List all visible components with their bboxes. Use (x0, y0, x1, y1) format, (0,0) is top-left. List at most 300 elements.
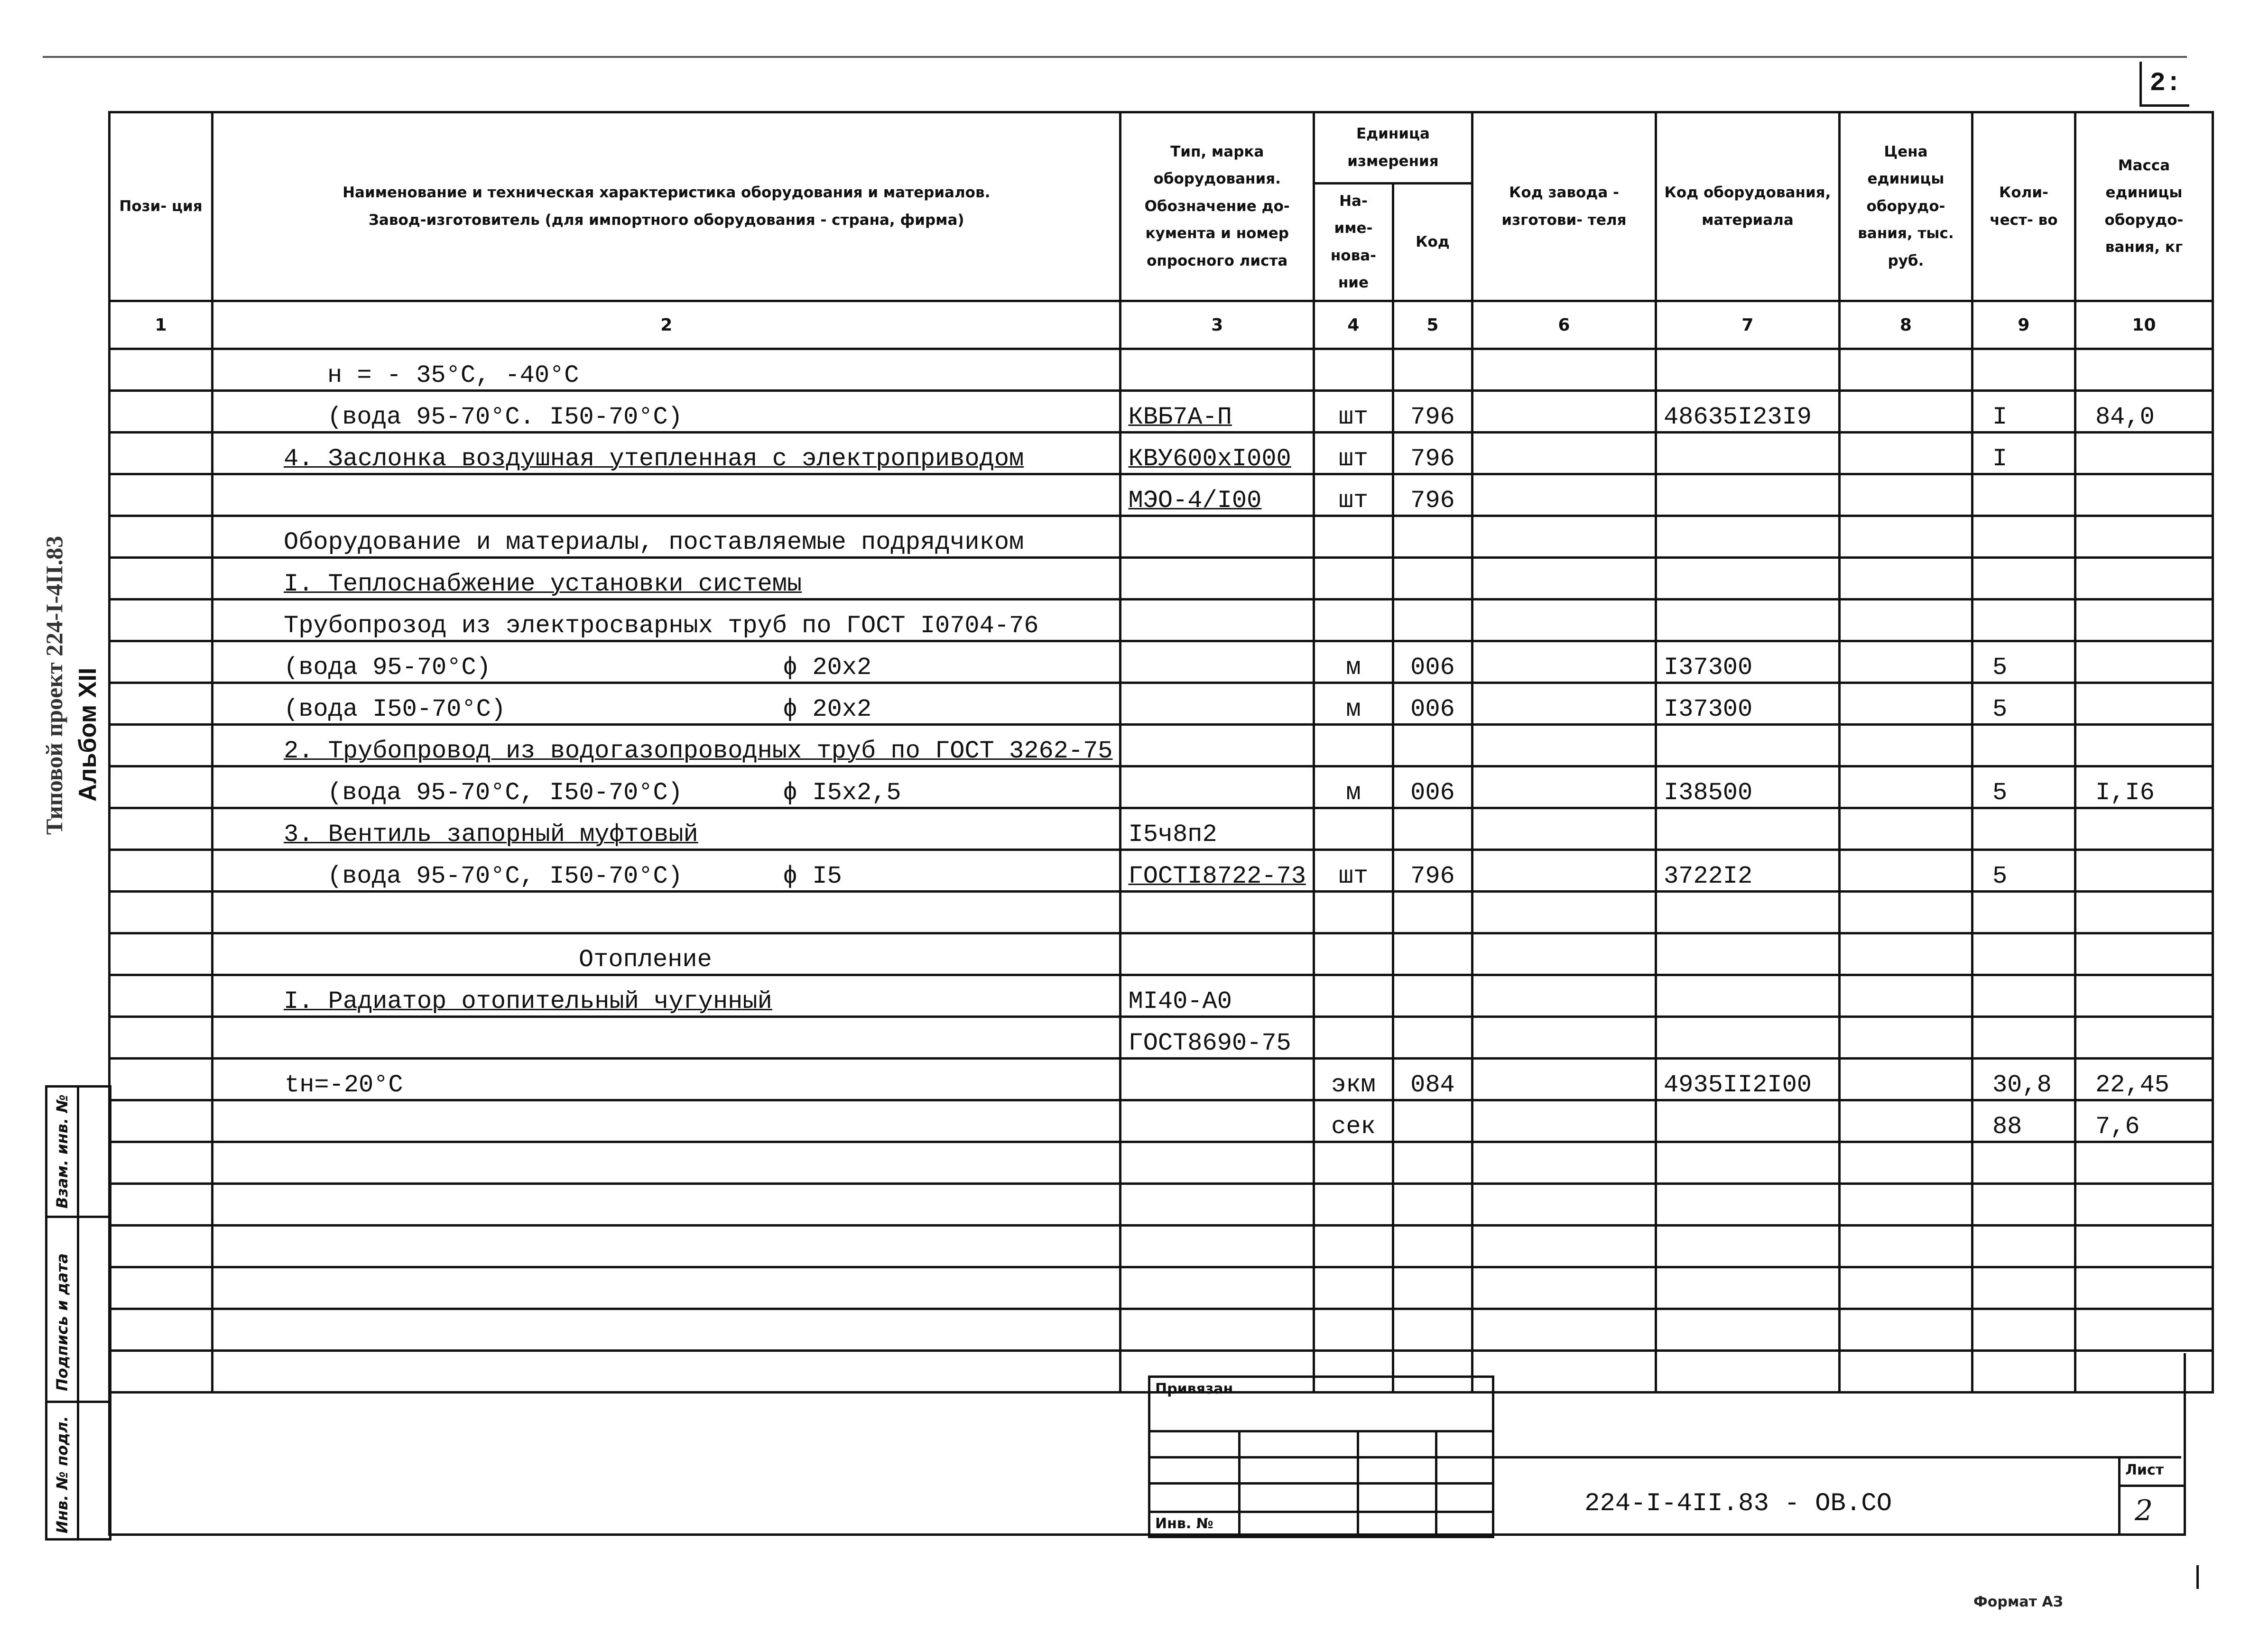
row-empty-cell (1656, 1142, 1839, 1184)
row-code (1393, 808, 1472, 850)
row-empty-cell (1839, 975, 1972, 1017)
row-empty-cell (213, 1226, 1120, 1267)
header-type: Тип, марка оборудования. Обозначение до- кумента и номер опросного листа (1120, 112, 1314, 301)
column-number: 10 (2075, 301, 2213, 349)
row-qty: 30,8 (1972, 1059, 2075, 1100)
table-row (110, 600, 2213, 641)
row-empty-cell (1472, 933, 1656, 975)
row-mass (2075, 850, 2213, 892)
row-equip-code: I37300 (1656, 683, 1839, 725)
row-empty-cell (110, 391, 213, 433)
row-empty-cell (1472, 641, 1656, 683)
stamp-line (1150, 1482, 1492, 1485)
row-empty-cell (1120, 1309, 1314, 1351)
row-empty-cell (1472, 349, 1656, 391)
row-name (213, 641, 1120, 683)
row-type (1120, 683, 1314, 725)
row-mass (2075, 808, 2213, 850)
row-type (1120, 766, 1314, 808)
row-empty-cell (1839, 1226, 1972, 1267)
row-qty: 5 (1972, 850, 2075, 892)
project-label: Типовой проект 224-I-4II.83 (41, 535, 67, 835)
row-empty-cell (1472, 975, 1656, 1017)
row-empty-cell (1839, 391, 1972, 433)
row-name (213, 1017, 1120, 1059)
row-name (213, 975, 1120, 1017)
row-code (1393, 1100, 1472, 1142)
row-type (1120, 892, 1314, 933)
header-unit-group: Единица измерения (1314, 112, 1472, 184)
row-empty-cell (1393, 1184, 1472, 1226)
row-empty-cell (1472, 516, 1656, 558)
row-code (1393, 933, 1472, 975)
row-mass (2075, 725, 2213, 766)
margin-tick (2196, 1565, 2199, 1589)
row-name (213, 600, 1120, 641)
row-name (213, 558, 1120, 600)
row-name (213, 1059, 1120, 1100)
stamp-line (1150, 1511, 1492, 1513)
row-mass (2075, 349, 2213, 391)
row-empty-cell (1839, 683, 1972, 725)
row-qty (1972, 600, 2075, 641)
row-name-text: (вода 95-70°С, I50-70°С) (327, 862, 683, 890)
sheet-label: Лист (2125, 1462, 2164, 1478)
row-type: ГОСТ8690-75 (1120, 1017, 1314, 1059)
row-unit (1314, 558, 1393, 600)
row-unit (1314, 600, 1393, 641)
column-number: 9 (1972, 301, 2075, 349)
row-qty (1972, 474, 2075, 516)
row-empty-cell (213, 1267, 1120, 1309)
row-empty-cell (1472, 474, 1656, 516)
row-empty-cell (110, 349, 213, 391)
row-empty-cell (1472, 433, 1656, 474)
row-name (213, 933, 1120, 975)
table-row (110, 391, 2213, 433)
row-unit: м (1314, 641, 1393, 683)
column-number: 6 (1472, 301, 1656, 349)
row-empty-cell (110, 558, 213, 600)
column-number: 2 (213, 301, 1120, 349)
header-mass: Масса единицы оборудо- вания, кг (2075, 112, 2213, 301)
row-empty-cell (110, 1309, 213, 1351)
row-code (1393, 892, 1472, 933)
row-qty: I (1972, 391, 2075, 433)
row-code: 084 (1393, 1059, 1472, 1100)
row-type: МЭО-4/I00 (1120, 474, 1314, 516)
row-empty-cell (1839, 1267, 1972, 1309)
table-row (110, 808, 2213, 850)
stamp-divider (1435, 1430, 1437, 1536)
row-code: 796 (1393, 474, 1472, 516)
row-unit: м (1314, 683, 1393, 725)
row-code: 006 (1393, 766, 1472, 808)
row-unit: сек (1314, 1100, 1393, 1142)
row-name-text: (вода I50-70°С) (284, 695, 506, 723)
column-number: 3 (1120, 301, 1314, 349)
row-equip-code (1656, 808, 1839, 850)
column-number: 7 (1656, 301, 1839, 349)
table-row-empty (110, 1309, 2213, 1351)
row-unit: м (1314, 766, 1393, 808)
table-row-empty (110, 1184, 2213, 1226)
row-name (213, 516, 1120, 558)
table-row (110, 474, 2213, 516)
strip-line (47, 1216, 109, 1218)
stamp-divider (1357, 1430, 1359, 1536)
row-name-text: (вода 95-70°С, I50-70°С) (327, 779, 683, 807)
row-equip-code: 48635I23I9 (1656, 391, 1839, 433)
header-price: Цена единицы оборудо- вания, тыс. руб. (1839, 112, 1972, 301)
row-empty-cell (110, 892, 213, 933)
row-unit (1314, 1017, 1393, 1059)
table-row (110, 1100, 2213, 1142)
row-empty-cell (1839, 1142, 1972, 1184)
row-empty-cell (110, 1226, 213, 1267)
row-empty-cell (213, 1142, 1120, 1184)
row-empty-cell (1393, 1309, 1472, 1351)
row-empty-cell (1839, 1184, 1972, 1226)
table-row (110, 641, 2213, 683)
row-qty (1972, 1017, 2075, 1059)
row-empty-cell (213, 1184, 1120, 1226)
row-empty-cell (1120, 1184, 1314, 1226)
row-type: I5ч8п2 (1120, 808, 1314, 850)
row-empty-cell (2075, 1184, 2213, 1226)
row-empty-cell (1839, 850, 1972, 892)
header-name-line2: Завод-изготовитель (для импортного оборудования - страна, фирма) (368, 211, 964, 229)
row-type: МI40-А0 (1120, 975, 1314, 1017)
row-qty: I (1972, 433, 2075, 474)
stamp-line (1150, 1456, 1492, 1458)
row-empty-cell (110, 1100, 213, 1142)
row-name-text: 2. Трубопровод из водогазопроводных труб по ГОСТ 3262-75 (284, 737, 1113, 765)
row-empty-cell (1656, 1184, 1839, 1226)
table-row (110, 349, 2213, 391)
column-number: 5 (1393, 301, 1472, 349)
approval-strip (45, 1085, 111, 1541)
row-equip-code (1656, 600, 1839, 641)
row-empty-cell (1972, 1142, 2075, 1184)
header-name (213, 112, 1120, 301)
row-unit (1314, 892, 1393, 933)
row-code (1393, 349, 1472, 391)
row-name-text: I. Теплоснабжение установки системы (284, 570, 802, 598)
row-name-text: 4. Заслонка воздушная утепленная с электроприводом (284, 445, 1024, 473)
table-header (110, 112, 2213, 301)
row-unit: шт (1314, 474, 1393, 516)
sheet-number: 2 (2135, 1494, 2153, 1527)
header-equipment-code: Код оборудования, материала (1656, 112, 1839, 301)
row-empty-cell (110, 725, 213, 766)
row-mass (2075, 975, 2213, 1017)
table-row (110, 516, 2213, 558)
column-number: 8 (1839, 301, 1972, 349)
row-empty-cell (2075, 1309, 2213, 1351)
row-empty-cell (1472, 850, 1656, 892)
row-empty-cell (1839, 349, 1972, 391)
header-unit-code: Код (1393, 184, 1472, 301)
top-rule (43, 56, 2187, 58)
row-empty-cell (1393, 1226, 1472, 1267)
row-mass: 22,45 (2075, 1059, 2213, 1100)
row-name (213, 683, 1120, 725)
row-unit (1314, 933, 1393, 975)
row-qty (1972, 725, 2075, 766)
row-mass (2075, 433, 2213, 474)
row-code: 796 (1393, 391, 1472, 433)
strip-sign-label: Подпись и дата (53, 1253, 71, 1391)
row-name (213, 1100, 1120, 1142)
row-empty-cell (2075, 1226, 2213, 1267)
row-equip-code (1656, 975, 1839, 1017)
row-empty-cell (1472, 1309, 1656, 1351)
row-equip-code (1656, 892, 1839, 933)
row-empty-cell (1393, 1142, 1472, 1184)
table-row (110, 975, 2213, 1017)
stamp-line (1150, 1430, 1492, 1432)
row-name-text: 3. Вентиль запорный муфтовый (284, 821, 698, 849)
row-mass (2075, 683, 2213, 725)
table-row (110, 725, 2213, 766)
stamp-tied-label: Привязан (1155, 1381, 1233, 1397)
table-row (110, 683, 2213, 725)
row-code (1393, 1017, 1472, 1059)
row-type (1120, 349, 1314, 391)
row-qty: 5 (1972, 683, 2075, 725)
row-empty-cell (1120, 1142, 1314, 1184)
row-name (213, 349, 1120, 391)
row-code (1393, 725, 1472, 766)
row-empty-cell (2075, 1142, 2213, 1184)
row-empty-cell (1839, 516, 1972, 558)
row-empty-cell (110, 516, 213, 558)
row-empty-cell (1472, 1142, 1656, 1184)
row-empty-cell (1472, 600, 1656, 641)
row-empty-cell (1972, 1184, 2075, 1226)
row-code (1393, 516, 1472, 558)
row-name (213, 725, 1120, 766)
row-empty-cell (1472, 391, 1656, 433)
row-code (1393, 975, 1472, 1017)
row-qty (1972, 892, 2075, 933)
row-unit (1314, 516, 1393, 558)
row-empty-cell (1472, 558, 1656, 600)
row-empty-cell (1972, 1309, 2075, 1351)
stamp-divider (1238, 1430, 1241, 1536)
row-empty-cell (1472, 1017, 1656, 1059)
column-number: 1 (110, 301, 213, 349)
row-type: КВБ7А-П (1120, 391, 1314, 433)
row-type (1120, 641, 1314, 683)
strip-divider (77, 1088, 79, 1538)
row-name (213, 391, 1120, 433)
row-type (1120, 725, 1314, 766)
header-name-line1: Наименование и техническая характеристика оборудования и материалов. (343, 184, 991, 202)
row-name-text: tн=-20°С (285, 1071, 403, 1099)
row-empty-cell (110, 1267, 213, 1309)
row-qty (1972, 558, 2075, 600)
row-empty-cell (1839, 766, 1972, 808)
row-name (213, 808, 1120, 850)
row-empty-cell (1314, 1184, 1393, 1226)
table-row-empty (110, 1267, 2213, 1309)
row-type (1120, 600, 1314, 641)
row-equip-code (1656, 474, 1839, 516)
row-code: 796 (1393, 850, 1472, 892)
row-empty-cell (2075, 1267, 2213, 1309)
row-qty (1972, 933, 2075, 975)
row-diameter: ϕ 20х2 (783, 654, 872, 682)
row-empty-cell (110, 1059, 213, 1100)
row-code (1393, 600, 1472, 641)
row-name (213, 892, 1120, 933)
row-empty-cell (110, 850, 213, 892)
row-empty-cell (1839, 1059, 1972, 1100)
row-empty-cell (1314, 1267, 1393, 1309)
row-empty-cell (213, 1309, 1120, 1351)
row-qty (1972, 349, 2075, 391)
row-unit (1314, 808, 1393, 850)
row-empty-cell (1314, 1142, 1393, 1184)
row-qty: 5 (1972, 766, 2075, 808)
row-mass: I,I6 (2075, 766, 2213, 808)
row-diameter: ϕ I5 (783, 862, 842, 890)
row-empty-cell (110, 1142, 213, 1184)
row-empty-cell (110, 808, 213, 850)
row-name-text: Отопление (579, 946, 712, 974)
row-empty-cell (1472, 1267, 1656, 1309)
row-mass (2075, 474, 2213, 516)
row-empty-cell (1120, 1267, 1314, 1309)
row-empty-cell (1839, 1100, 1972, 1142)
table-body (110, 301, 2213, 1393)
row-empty-cell (1839, 1017, 1972, 1059)
row-unit (1314, 975, 1393, 1017)
row-name (213, 850, 1120, 892)
row-empty-cell (110, 1017, 213, 1059)
header-quantity: Коли- чест- во (1972, 112, 2075, 301)
table-row (110, 766, 2213, 808)
specification-table (108, 111, 2214, 1394)
strip-line (47, 1401, 109, 1403)
row-mass (2075, 892, 2213, 933)
table-row (110, 850, 2213, 892)
table-row-empty (110, 1142, 2213, 1184)
row-empty-cell (1472, 1184, 1656, 1226)
row-empty-cell (110, 683, 213, 725)
row-mass: 7,6 (2075, 1100, 2213, 1142)
row-qty (1972, 975, 2075, 1017)
row-name-text: (вода 95-70°С) (284, 654, 491, 682)
row-empty-cell (1839, 641, 1972, 683)
row-name (213, 433, 1120, 474)
row-qty: 5 (1972, 641, 2075, 683)
stamp-inv-label: Инв. № (1155, 1515, 1213, 1532)
format-label: Формат АЗ (1973, 1594, 2063, 1610)
row-empty-cell (110, 433, 213, 474)
row-name-text: (вода 95-70°С. I50-70°С) (327, 403, 683, 431)
row-empty-cell (1839, 474, 1972, 516)
row-empty-cell (110, 641, 213, 683)
row-type (1120, 1100, 1314, 1142)
row-equip-code: I37300 (1656, 641, 1839, 683)
row-mass (2075, 516, 2213, 558)
document-code: 224-I-4II.83 - ОВ.СО (1584, 1489, 1892, 1518)
row-empty-cell (1656, 1226, 1839, 1267)
row-empty-cell (110, 933, 213, 975)
row-equip-code (1656, 1017, 1839, 1059)
row-name-text: I. Радиатор отопительный чугунный (284, 988, 772, 1015)
row-unit: шт (1314, 850, 1393, 892)
row-equip-code (1656, 725, 1839, 766)
row-empty-cell (1839, 892, 1972, 933)
row-type (1120, 933, 1314, 975)
row-empty-cell (1839, 600, 1972, 641)
row-empty-cell (1314, 1309, 1393, 1351)
row-empty-cell (1839, 558, 1972, 600)
row-name (213, 474, 1120, 516)
row-diameter: ϕ 20х2 (783, 695, 872, 723)
row-empty-cell (110, 474, 213, 516)
row-empty-cell (1472, 892, 1656, 933)
row-empty-cell (1656, 1309, 1839, 1351)
row-empty-cell (110, 975, 213, 1017)
column-numbers-row (110, 301, 2213, 349)
header-unit-name: На- име- нова- ние (1314, 184, 1393, 301)
strip-inv-label: Инв. № подл. (53, 1416, 71, 1533)
row-empty-cell (1656, 1267, 1839, 1309)
row-empty-cell (1839, 1309, 1972, 1351)
row-empty-cell (1314, 1226, 1393, 1267)
row-code (1393, 558, 1472, 600)
header-position: Пози- ция (110, 112, 213, 301)
table-row (110, 892, 2213, 933)
row-empty-cell (1472, 1059, 1656, 1100)
row-equip-code (1656, 1100, 1839, 1142)
row-type (1120, 558, 1314, 600)
row-empty-cell (1839, 433, 1972, 474)
row-mass: 84,0 (2075, 391, 2213, 433)
row-unit (1314, 725, 1393, 766)
row-type (1120, 516, 1314, 558)
row-name (213, 766, 1120, 808)
row-equip-code (1656, 349, 1839, 391)
row-empty-cell (1472, 1100, 1656, 1142)
row-empty-cell (110, 766, 213, 808)
row-equip-code (1656, 433, 1839, 474)
row-mass (2075, 1017, 2213, 1059)
row-code: 006 (1393, 683, 1472, 725)
row-empty-cell (1472, 766, 1656, 808)
row-type: КВУ600хI000 (1120, 433, 1314, 474)
table-row (110, 558, 2213, 600)
row-type: ГОСТI8722-73 (1120, 850, 1314, 892)
header-factory-code: Код завода - изготови- теля (1472, 112, 1656, 301)
row-diameter: ϕ I5х2,5 (783, 779, 901, 807)
row-empty-cell (1839, 725, 1972, 766)
row-equip-code (1656, 558, 1839, 600)
sheet-corner-number: 2: (2139, 62, 2189, 107)
row-name-text: Трубопрозод из электросварных труб по ГОСТ I0704-76 (284, 612, 1039, 640)
row-name-text: Оборудование и материалы, поставляемые подрядчиком (284, 528, 1024, 556)
strip-replace-label: Взам. инв. № (53, 1094, 71, 1209)
row-code: 796 (1393, 433, 1472, 474)
row-code: 006 (1393, 641, 1472, 683)
table-row (110, 1017, 2213, 1059)
row-mass (2075, 933, 2213, 975)
